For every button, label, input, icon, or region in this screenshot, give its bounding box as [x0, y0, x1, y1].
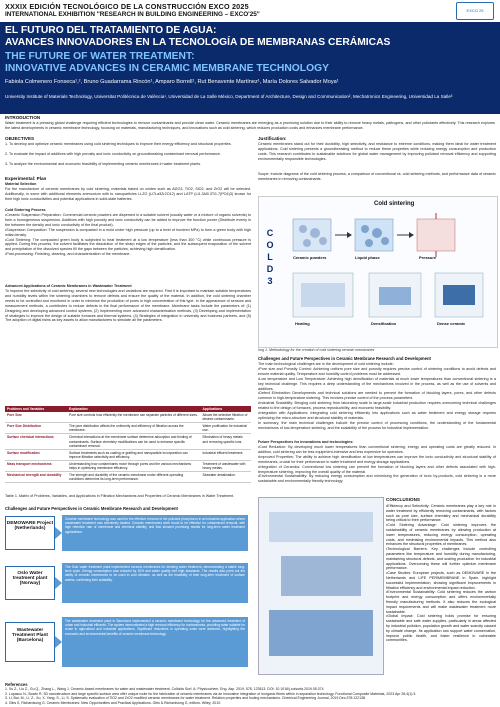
advanced-text: To improve the selectivity of cold sintering, several new technologies and variations are required. First it is important to maintain suitable temperatures and humidity levels within the sintering chambers to remove defects and ensure the quality of the material. In addition, the cold sintering chamber needs to be controlled and monitored in order to minimise the production of pores in high concentration of this type. In the appearance of sensors and measurement methods, a contributes to reduce defects in the final performance of the membrane. Membrane tasks include the parameters of: (1) Designing and developing advanced control systems, (2) Implementing more advanced characterisation methods, (3) Developing and implementation of strategies to improve the design of suitable furnaces and thermal systems, (4) Strategies of integration in university and business partners, and (5) The adoption of digital twins as key assets to allow manufacturers to simulate all the parameters.: [5, 289, 251, 323]
reference-item: 4. Gibs S, Richardsong G. Ceramic Membranes: New Opportunities and Practical Applications. Gibs & Richardsong G, editors. Wiley; 2010.: [5, 700, 222, 705]
table-cell: Industrial effluent treatment.: [200, 449, 251, 460]
authors: Fabiola Colmenero Fonseca¹,², Bruno Guadarrama Rincón¹, Amparo Borrell¹, Rut Benavente Martínez¹, María Dolores Salvador Moya¹: [5, 79, 339, 85]
table-cell: Surface chemical interactions: [5, 434, 67, 449]
table-header: Explanation: [67, 406, 200, 412]
table-cell: Pore size controls how efficiently the membrane can separate particles of different sizes.: [67, 412, 200, 423]
figure-title: Cold sintering: [374, 201, 415, 207]
arrow-icon: [55, 636, 62, 648]
table-cell: Mass transport mechanisms: [5, 460, 67, 471]
table-cell: The strength and durability of the ceramic membrane under different operating conditions determine its long-term performance.: [67, 472, 200, 483]
conclusion-item: •Case Studies: European projects, such as DEMOWARE in the Netherlands and LIFE PERIMEMBRANE in Spain, highlight successful implementation, showing significant improvements in filtration efficiency and environmental impact reduction.: [386, 571, 496, 590]
figure-label: Dense ceramic: [437, 321, 466, 326]
figure-label: Densification: [371, 321, 397, 326]
perspectives-text: The main technological challenges are in the development of cold sintering include: •Pore size and Porosity Control: Achieving uniform pore size and porosity requires precise control of sintering conditions to avoid defects and ensure material quality. Temperature and humidity control problems must be addressed. •Low temperature and Low Temperature: Achieving high densification of materials at much lower temperatures than conventional sintering is a key technical challenge. This requires a deep understanding of the mechanisms involved in the process, as well as the use of solvents and additives. •Defect Elimination: Developments and technical solutions are needed to prevent the formation of blocking layers, pores, and other defects common in high-temperature sintering. This involves precise control of the process parameters. •Industrial Scalability: Bringing cold sintering from laboratory scale to large-scale industrial production requires overcoming technical challenges related to the design of furnaces, process reproducibility, and economic feasibility. •Integration with Applications: Integrating cold sintering efficiently into applications such as water treatment and energy storage requires optimizing the micro-structure and structural stability of materials. In summary, the main technical challenges include the precise control of processing conditions, the understanding of the fundamental mechanisms of low-temperature sintering, and the scalability of the process for industrial implementation.: [258, 362, 496, 430]
figure-label: Heating: [295, 321, 310, 326]
table-cell: Surface treatments such as coating or grafting and nanoparticle incorporation can improve filtration selectivity and efficiency.: [67, 449, 200, 460]
table-row: [5, 449, 251, 460]
case-barcelona: Wastewater Treatment Plant (Barcelona): [5, 622, 55, 662]
table-cell: The pore distribution affects the uniformity and efficiency of filtration across the membrane.: [67, 423, 200, 434]
arrow-icon: [55, 577, 62, 589]
table-cell: Elimination of heavy metals and removing specific ions.: [200, 434, 251, 449]
experimental-heading: Experimental: Plan: [5, 176, 47, 181]
conclusion-item: •Environmental Sustainability: Cold sintering reduces the carbon footprint and energy consumption and offers environmentally friendly manufacturing methods. It also reduces the ecological impact requirements and will make wastewater treatment more sustainable.: [386, 590, 496, 614]
conclusion-item: •Efficiency and Selectivity: Ceramic membranes play a key role in water treatment by efficiently removing contaminants, with factors such as pore size, surface chemistry and mechanical durability being critical to their performance.: [386, 504, 496, 523]
table-cell: Treatment of wastewater with heavy metals.: [200, 460, 251, 471]
title-en-line1: THE FUTURE OF WATER TREATMENT:: [5, 51, 195, 62]
case-oslo: Oslo Water treatment plant (Norway): [5, 566, 55, 600]
table-header: Applications: [200, 406, 251, 412]
table-row: [5, 412, 251, 423]
table-cell: Mechanical strength and durability: [5, 472, 67, 483]
table-caption: Table 1. Matrix of Problems, Variables, and Applications in Filtration Mechanisms and Properties of Ceramic Membranes in Water Treatment.: [5, 494, 235, 498]
cases-heading: Challenges and Future Perspectives in Ceramic Membrane Research and Development: [5, 506, 178, 511]
future-text: •Cost Reduction: By developing much lower temperatures than conventional sintering, energy and operating costs are greatly reduced. In addition, cold sintering can be less equipment-intensive and less expensive for operators. •Improved Properties: The ability to achieve high densification at low temperatures can improve the ionic conductivity and structural stability of membranes, crucial for their performance in water treatment and energy storage applications. •Integration of Ceramics: Conventional low sintering can prevent the formation of blocking layers and other defects associated with high-temperature sintering, improving the overall quality of the material. •Environmental Sustainability: By reducing energy consumption and minimising the generation of toxic by-products, cold sintering is a more sustainable and environmentally friendly technology.: [258, 445, 496, 484]
title-es-line2: AVANCES INNOVADORES EN LA TECNOLOGÍA DE MEMBRANAS CERÁMICAS: [5, 37, 391, 48]
material-text: For the manufacture of ceramic membranes by cold sintering, materials based on oxides such as Al2O3, TiO2, SiO2, and ZrO2 will be selected. Additionally, in some with additional elements ammonium with to nanoparticles LLZO (Li7La3Zr2O12) and LATP (Li1.3Al0.3Ti1.7(PO4)3) known for their high ionic conductivities and potential applications in solid-state batteries.: [5, 187, 251, 201]
scope-text: Scope: Include diagrams of the cold sintering process, a comparison of conventional vs. cold sintering methods, and performance data of ceramic membranes in removing contaminants.: [258, 172, 496, 181]
table-row: [5, 434, 251, 449]
table-row: [5, 460, 251, 471]
case-barcelona-text: The wastewater treatment plant in Barcelona implemented a ceramic membrane technology for the advanced treatment of urban and industrial effluents. The system demonstrated a high removal efficiency for contaminants, providing water suitable for reuse in agricultural and industrial applications. Significant reductions in operating costs were achieved, highlighting the economic and environmental benefits of ceramic membrane technology.: [62, 617, 248, 667]
table-cell: Surface modification: [5, 449, 67, 460]
problems-table: [5, 406, 251, 483]
cold-sintering-figure: [258, 196, 498, 348]
objective-1: 1. To develop and optimize ceramic membranes using cold sintering techniques to improve their energy efficiency and structural properties.: [5, 142, 232, 146]
table-cell: Water purification for industrial use.: [200, 423, 251, 434]
perspectives-heading: Challenges and Future Perspectives in Ceramic Membrane Research and Development: [258, 356, 431, 361]
conclusion-item: •Cold Sintering Advantage: Cold sintering improves the sustainability of ceramic membranes by allowing production at lower temperatures, reducing energy consumption, operating costs, and minimising environmental impacts. This method also enhances the structural properties of membranes.: [386, 523, 496, 547]
process-diagram: [259, 498, 383, 674]
poster-header: [0, 0, 500, 20]
arrow-icon: [55, 527, 62, 539]
table-cell: Understanding how contaminants move through pores and the various mechanisms helps in optimizing membrane efficiency.: [67, 460, 200, 471]
reference-item: 3. Li, Bai, M., Li, Z., Xu, X. Yang, S., Li, S. Systematic evaluation of TiO2 and ZrO2 modified ceramic membranes for water treatment. Relation properties and fouling mechanisms. Chemical Engineering Journal, 2019 Dec;378:122138.: [5, 696, 366, 701]
material-heading: Material Selection: [5, 182, 37, 186]
figure-label: Ceramic powders: [293, 255, 327, 260]
case-demoware-text: Ceramic membrane technology was used for the effective removal of the pollutant phosphorus in an industrial application where wastewater treatment was selectively treated. Ceramic membranes were found to be effective for contaminant removal, with high retention rate of membrane and chemical stability, and that showed promising results for long-term water treatment applications.: [62, 515, 248, 551]
reference-item: 2. Lupascu N., Bowin R. 3D nanostructure and large specific surface area offer unique route for the fabrication of ceramic membranes via an innovative integration of inorganic fibres within in separation technology. Functional Composite Materials, 2023 Apr 26;4(1):3.: [5, 691, 417, 696]
cold-process-heading: Cold Sintering Process: [5, 208, 46, 212]
title-en-line2: INNOVATIVE ADVANCES IN CERAMIC MEMBRANE TECHNOLOGY: [5, 63, 329, 74]
justification-heading: Justification:: [258, 136, 287, 141]
justification-text: Ceramic membranes stand out for their durability, high selectivity, and resistance to extreme conditions, making them ideal for water treatment applications. Cold sintering presents a groundbreaking method to reduce these properties while reducing energy consumption and production costs. This research contributes to sustainable solutions for global water management by improving pollutant removal efficiency and supporting environmentally responsible technologies.: [258, 142, 496, 161]
objective-3: 3. To analyze the environmental and economic feasibility of implementing ceramic membranes in water treatment plants.: [5, 162, 202, 166]
case-oslo-text: The Oslo water treatment plant implemented ceramic membranes for drinking water treatment, demonstrating a stable long-term cycle. Energy consumption was reduced by 20% and water quality met high standards. The results also point out the ability of ceramic membranes to be used in cold climates, as well as the feasibility of their long-term treatment of surface waters, confirming their suitability.: [62, 563, 248, 603]
figure-label: Liquid phase: [355, 255, 380, 260]
table-cell: Pore Size Distribution: [5, 423, 67, 434]
references-heading: References: [5, 682, 28, 687]
table-row: [5, 472, 251, 483]
cold-process-text: •Ceramic Suspension Preparation: Commercial ceramic powders are dispersed in a suitable solvent (usually water or a mixture of organic solvents) to form a homogeneous suspension. Additives with high porosity and ionic conductivity can be added to improve the function power (Distribute evenly in the between the density and ionic conductivity of the final product). •Suspension Compaction: The suspension is compacted in a mold under high pressure (up to a level of hundred MPa) to form a green body with high initial density. •Cold Sintering: The compacted green body is subjected to heat treatment at a low temperature (less than 300 °C) while continuous pressure is applied. During this process, the solvent facilitates the dissolution of the sharp edges of the particles, and the subsequent evaporation of the solvent and precipitation of the dissolved species fill the gaps between the particles, achieving high densification. •Post-processing: Finishing, cleaning, and characterization of the membrane.: [5, 213, 251, 257]
event-logo: EXCO 25: [456, 2, 494, 20]
intro-heading: INTRODUCTION: [5, 115, 41, 120]
reference-item: 1. Xu Z., Liu Z., Gu Q., Zhang L., Wang J. Ceramic-based membranes for water and wastewater treatment. Colloids Surf. A: Physicochem. Eng. Asp. 2019, 578, 123513. DOI: 10.1016/j.colsurfa.2019.05.074: [5, 687, 324, 692]
conclusion-item: •Technological Barriers: Key challenges include controlling parameters like temperature and humidity during manufacturing, maintaining structural defects, and scaling production for industrial applications. Overcoming these will further optimize membrane performance.: [386, 547, 496, 571]
affiliations: University Institute of Materials Technology, Universitat Politècnica de València¹, Universidad de La Salle México, Department of Architecture, Design and Communication², Mechatronics Engineering, Universidad La Salle³: [5, 94, 453, 99]
table-row: [5, 423, 251, 434]
intro-text: Water treatment is a pressing global challenge requiring efficient technologies to remove contaminants and provide clean water. Ceramic membranes are emerging as a promising solution due to their ability to remove heavy metals, pathogens, and other pollutants effectively. This research explores the latest developments in ceramic membrane technology, focusing on materials, manufacturing techniques, and innovations such as cold sintering, which reduces production costs and enhances membrane performance.: [5, 121, 495, 130]
table-cell: Chemical interactions at the membrane surface determine adsorption and binding of contaminants. Surface chemistry modifications can be used to enhance specific contaminant removal.: [67, 434, 200, 449]
conclusions-heading: CONCLUSIONS: [386, 497, 420, 502]
table-cell: Seawater desalination.: [200, 472, 251, 483]
case-demoware: DEMOWARE Project (Netherlands): [5, 516, 55, 550]
figure-side-label: C O L D 3: [266, 228, 274, 286]
event-subtitle: INTERNATIONAL EXHIBITION "RESEARCH IN BUILDING ENGINEERING – EXCO'25": [5, 11, 260, 18]
figure-caption: Img 1. Methodology for the creation of cold sintering ceramic membranes: [258, 348, 375, 352]
table-header: Problems and Variables: [5, 406, 67, 412]
process-image: [258, 497, 384, 675]
conclusions: [386, 497, 496, 643]
title-es-line1: EL FUTURO DEL TRATAMIENTO DE AGUA:: [5, 25, 217, 36]
objectives-heading: OBJECTIVES: [5, 136, 35, 141]
figure-label: Pressure: [419, 255, 437, 260]
objective-2: 2. To evaluate the impact of additives with high porosity and ionic conductivity on groundbreaking contaminant removal performance.: [5, 152, 221, 156]
future-heading: Future Perspectives for innovations and technologies:: [258, 440, 354, 444]
event-title: XXXIX EDICIÓN TECNOLÓGICO DE LA CONSTRUCCIÓN EXCO 2025: [5, 2, 249, 11]
advanced-heading: Advanced Applications of Ceramic Membranes in Wastewater Treatment: [5, 284, 132, 288]
table-cell: Pore Size: [5, 412, 67, 423]
title-banner: [0, 22, 500, 114]
table-cell: Allows the selective filtration of desired contaminants.: [200, 412, 251, 423]
references: [5, 683, 495, 705]
conclusion-item: •Global Impact: Cold sintering holds promise for ensuring sustainable and safe water supplies, particularly in areas affected by industrial pollution, population growth and water scarcity caused by climate change. Its application can support water conservation, improve public health, and foster resilience in vulnerable communities.: [386, 614, 496, 643]
